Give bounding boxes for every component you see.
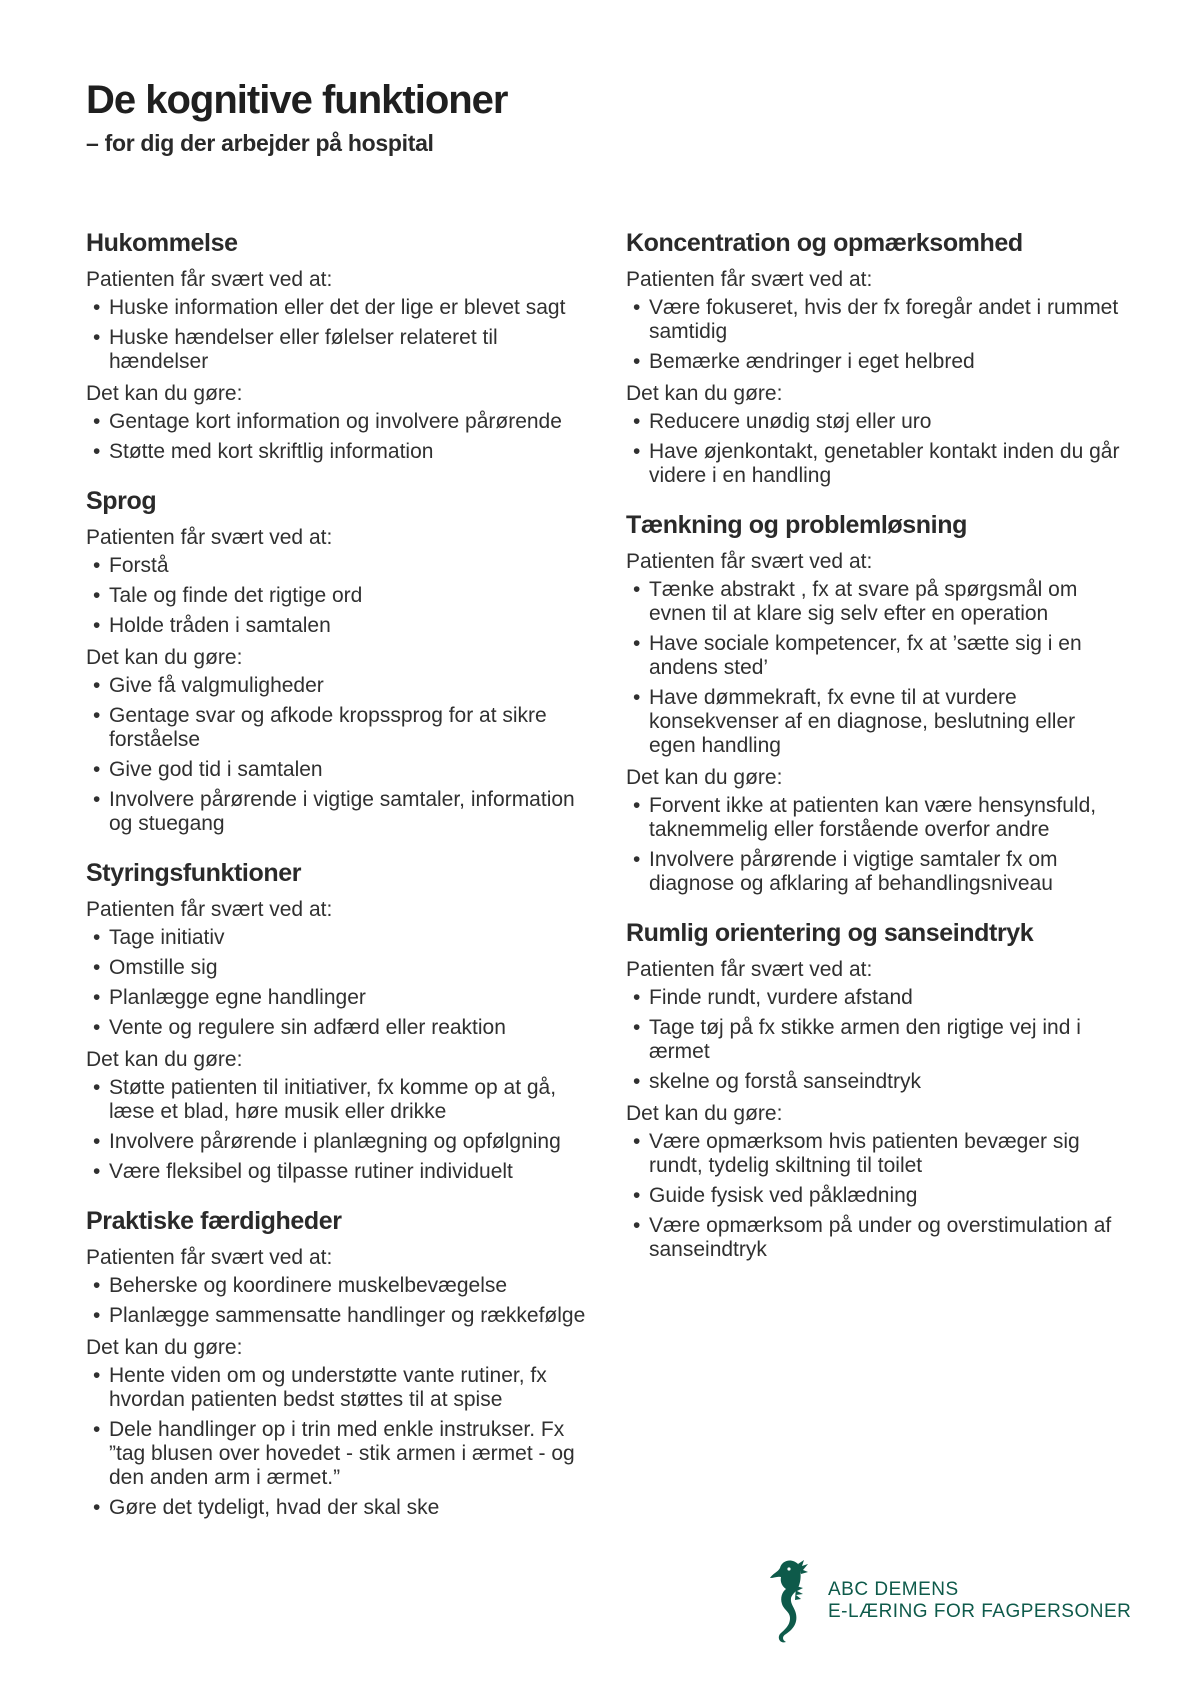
section-rumlig [626,916,1126,1262]
list-item-text: Reducere unødig støj eller uro [649,410,932,433]
bullet-dot: • [633,848,641,871]
list-item [626,578,1126,626]
bullet-dot: • [633,440,641,463]
list-item [86,956,591,980]
section-title: Rumlig orientering og sanseindtryk [626,919,1034,947]
difficulty-list [626,578,1126,758]
list-item-text: Dele handlinger op i trin med enkle instrukser. Fx ”tag blusen over hovedet - stik armen i ærmet - og den anden arm i ærmet.” [109,1418,575,1489]
list-item-text: Gentage svar og afkode kropssprog for at sikre forståelse [109,704,547,751]
list-item [626,848,1126,896]
list-item-text: Tale og finde det rigtige ord [109,584,363,607]
difficulty-label: Patienten får svært ved at: [626,268,873,291]
list-item-text: Involvere pårørende i vigtige samtaler fx om diagnose og afklaring af behandlingsniveau [649,848,1058,895]
list-item-text: Tage initiativ [109,926,225,949]
bullet-dot: • [93,1016,101,1039]
logo-line-1: ABC DEMENS [828,1579,959,1600]
abc-demens-logo [768,1556,1132,1648]
list-item [86,554,591,578]
difficulty-list [86,1274,591,1328]
bullet-dot: • [633,1214,641,1237]
list-item [86,674,591,698]
action-list [86,1364,591,1520]
action-list [626,794,1126,896]
list-item-text: Give få valgmuligheder [109,674,324,697]
bullet-dot: • [633,1130,641,1153]
action-label: Det kan du gøre: [86,382,243,405]
section-title: Styringsfunktioner [86,859,302,887]
list-item-text: Have sociale kompetencer, fx at ’sætte sig i en andens sted’ [649,632,1082,679]
bullet-dot: • [93,410,101,433]
bullet-dot: • [633,686,641,709]
list-item [86,1496,591,1520]
bullet-dot: • [633,578,641,601]
section-title: Koncentration og opmærksomhed [626,229,1023,257]
difficulty-list [86,296,591,374]
list-item-text: Gentage kort information og involvere pårørende [109,410,562,433]
action-list [86,410,591,464]
list-item-text: Holde tråden i samtalen [109,614,331,637]
list-item [86,986,591,1010]
list-item [626,1184,1126,1208]
list-item [626,410,1126,434]
list-item-text: Hente viden om og understøtte vante rutiner, fx hvordan patienten bedst støttes til at spise [109,1364,547,1411]
action-list [86,674,591,836]
difficulty-label: Patienten får svært ved at: [86,268,333,291]
list-item-text: Planlægge sammensatte handlinger og rækkefølge [109,1304,586,1327]
list-item-text: Guide fysisk ved påklædning [649,1184,918,1207]
bullet-dot: • [633,350,641,373]
difficulty-list [86,926,591,1040]
action-list [86,1076,591,1184]
action-label: Det kan du gøre: [626,766,783,789]
difficulty-label: Patienten får svært ved at: [626,958,873,981]
list-item-text: Planlægge egne handlinger [109,986,366,1009]
list-item [86,1304,591,1328]
list-item [86,410,591,434]
list-item-text: Støtte patienten til initiativer, fx komme op at gå, læse et blad, høre musik eller drikke [109,1076,557,1123]
list-item [86,1016,591,1040]
bullet-dot: • [93,1076,101,1099]
bullet-dot: • [633,1070,641,1093]
list-item-text: Forstå [109,554,169,577]
bullet-dot: • [93,440,101,463]
list-item-text: Give god tid i samtalen [109,758,323,781]
list-item [86,296,591,320]
bullet-dot: • [93,1364,101,1387]
list-item-text: Være fokuseret, hvis der fx foregår andet i rummet samtidig [649,296,1119,343]
list-item [626,350,1126,374]
bullet-dot: • [633,794,641,817]
section-taenkning [626,508,1126,896]
list-item-text: Være opmærksom på under og overstimulation af sanseindtryk [649,1214,1112,1261]
bullet-dot: • [93,674,101,697]
bullet-dot: • [633,986,641,1009]
bullet-dot: • [93,296,101,319]
bullet-dot: • [633,1016,641,1039]
bullet-dot: • [93,704,101,727]
bullet-dot: • [93,1418,101,1441]
list-item [86,1130,591,1154]
list-item-text: Være fleksibel og tilpasse rutiner individuelt [109,1160,513,1183]
action-label: Det kan du gøre: [626,1102,783,1125]
list-item [626,686,1126,758]
list-item [86,326,591,374]
list-item [86,926,591,950]
list-item [626,794,1126,842]
bullet-dot: • [93,758,101,781]
list-item-text: Involvere pårørende i planlægning og opfølgning [109,1130,561,1153]
bullet-dot: • [93,956,101,979]
list-item-text: Være opmærksom hvis patienten bevæger sig rundt, tydelig skiltning til toilet [649,1130,1080,1177]
list-item [86,1418,591,1490]
list-item-text: Finde rundt, vurdere afstand [649,986,913,1009]
bullet-dot: • [633,1184,641,1207]
section-koncentration [626,226,1126,488]
bullet-dot: • [93,788,101,811]
logo-text [828,1579,1131,1623]
list-item [86,584,591,608]
bullet-dot: • [93,1274,101,1297]
action-list [626,1130,1126,1262]
logo-line-2: E-LÆRING FOR FAGPERSONER [828,1601,1132,1622]
section-title: Praktiske færdigheder [86,1207,342,1235]
difficulty-label: Patienten får svært ved at: [626,550,873,573]
bullet-dot: • [93,614,101,637]
list-item-text: Forvent ikke at patienten kan være hensynsfuld, taknemmelig eller forstående overfor andre [649,794,1097,841]
list-item [626,1130,1126,1178]
action-label: Det kan du gøre: [86,1048,243,1071]
list-item [86,1274,591,1298]
section-hukommelse [86,226,591,464]
bullet-dot: • [93,554,101,577]
bullet-dot: • [93,1304,101,1327]
bullet-dot: • [633,296,641,319]
bullet-dot: • [93,1130,101,1153]
difficulty-label: Patienten får svært ved at: [86,1246,333,1269]
list-item-text: Vente og regulere sin adfærd eller reaktion [109,1016,506,1039]
list-item [626,1214,1126,1262]
difficulty-list [86,554,591,638]
section-title: Tænkning og problemløsning [626,511,967,539]
list-item-text: Beherske og koordinere muskelbevægelse [109,1274,508,1297]
action-label: Det kan du gøre: [626,382,783,405]
difficulty-list [626,986,1126,1094]
bullet-dot: • [633,410,641,433]
list-item [86,1160,591,1184]
list-item-text: Have dømmekraft, fx evne til at vurdere konsekvenser af en diagnose, beslutning eller egen handling [649,686,1076,757]
page-header [86,72,508,158]
list-item [86,788,591,836]
bullet-dot: • [93,584,101,607]
left-column [86,226,591,1540]
list-item [86,1076,591,1124]
list-item [626,632,1126,680]
list-item [86,614,591,638]
difficulty-label: Patienten får svært ved at: [86,526,333,549]
bullet-dot: • [93,926,101,949]
section-title: Hukommelse [86,229,238,257]
list-item [86,440,591,464]
action-list [626,410,1126,488]
list-item [626,1016,1126,1064]
list-item [86,758,591,782]
difficulty-list [626,296,1126,374]
section-styring [86,856,591,1184]
list-item-text: Tage tøj på fx stikke armen den rigtige vej ind i ærmet [649,1016,1081,1063]
list-item-text: Omstille sig [109,956,218,979]
list-item-text: Have øjenkontakt, genetabler kontakt inden du går videre i en handling [649,440,1120,487]
list-item [626,1070,1126,1094]
difficulty-label: Patienten får svært ved at: [86,898,333,921]
list-item-text: skelne og forstå sanseindtryk [649,1070,921,1093]
list-item-text: Huske hændelser eller følelser relateret til hændelser [109,326,498,373]
list-item [626,440,1126,488]
list-item-text: Huske information eller det der lige er blevet sagt [109,296,566,319]
list-item-text: Tænke abstrakt , fx at svare på spørgsmål om evnen til at klare sig selv efter en operation [649,578,1078,625]
list-item [626,296,1126,344]
seahorse-icon [768,1556,812,1648]
bullet-dot: • [93,1496,101,1519]
page-title: De kognitive funktioner [86,78,508,122]
list-item [86,704,591,752]
page-subtitle: – for dig der arbejder på hospital [86,130,434,156]
list-item [86,1364,591,1412]
list-item [626,986,1126,1010]
bullet-dot: • [93,986,101,1009]
bullet-dot: • [93,1160,101,1183]
bullet-dot: • [93,326,101,349]
action-label: Det kan du gøre: [86,646,243,669]
action-label: Det kan du gøre: [86,1336,243,1359]
section-title: Sprog [86,487,157,515]
right-column [626,226,1126,1282]
section-sprog [86,484,591,836]
list-item-text: Involvere pårørende i vigtige samtaler, information og stuegang [109,788,575,835]
bullet-dot: • [633,632,641,655]
list-item-text: Støtte med kort skriftlig information [109,440,434,463]
list-item-text: Bemærke ændringer i eget helbred [649,350,975,373]
list-item-text: Gøre det tydeligt, hvad der skal ske [109,1496,440,1519]
section-praktiske [86,1204,591,1520]
